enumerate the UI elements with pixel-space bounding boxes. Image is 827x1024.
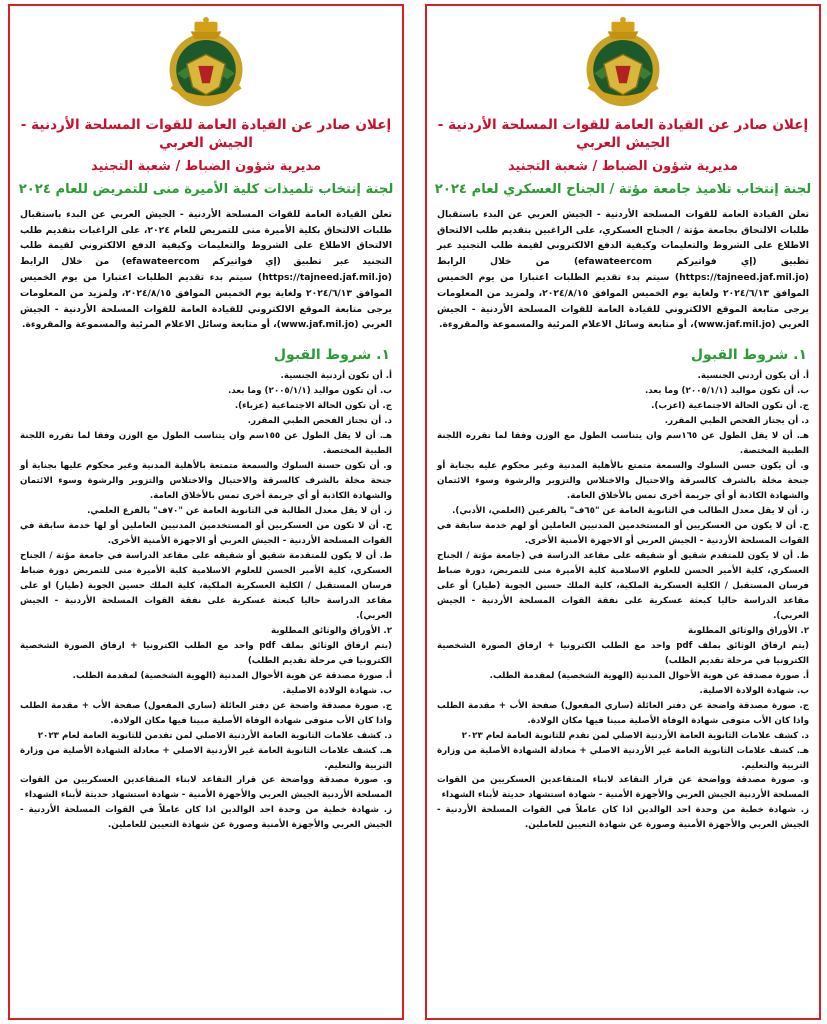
conditions-list (20, 369, 392, 833)
list-item: أ. أن يكون أردني الجنسية. (697, 371, 809, 382)
committee-title: لجنة إنتخاب تلميذات كلية الأميرة منى للتمريض للعام ٢٠٢٤ (18, 181, 394, 197)
list-item: ب. أن تكون مواليد (٢٠٠٥/١/١) وما بعد. (227, 386, 392, 397)
jaf-emblem-icon (575, 16, 671, 112)
list-item: ز. أن لا يقل معدل الطالب في الثانوية العامة عن "٦٥ف" بالفرعين (العلمي، الأدبي). (452, 506, 809, 517)
list-item: د. أن تجتاز الفحص الطبي المقرر. (247, 416, 392, 427)
list-item: أ. صورة مصدقة عن هوية الأحوال المدنية (الهوية الشخصية) لمقدمة الطلب. (489, 670, 809, 681)
list-item: ز. شهادة خطية من وحدة احد الوالدين اذا كان عاملاً في القوات المسلحة الأردنية - الجيش العربي والأجهزة الأمنية وصورة عن شهادة التعيين للعاملين. (20, 805, 392, 831)
section-title: ١. شروط القبول (273, 347, 390, 364)
list-item: ب. شهادة الولادة الاصلية. (699, 685, 809, 696)
list-item: هـ. كشف علامات الثانوية العامة غير الأردنية الاصلي + معادلة الشهادة الأصلية من وزارة التربية والتعليم. (437, 745, 809, 771)
intro-paragraph: تعلن القيادة العامة للقوات المسلحة الأردنية - الجيش العربي عن البدء باستقبال طلبات الالتحاق بجامعة مؤتة / الجناح العسكري، على الراغبين بتقديم طلب الالتحاق الاطلاع على الشروط والتعليمات وكيفية الدفع الالكتروني لقيمة طلب التجنيد عبر تطبيق (إي فواتيركم efawateercom) من خلال الرابط (https://tajneed.jaf.mil.jo) سيتم بدء تقديم الطلبات اعتبارا من يوم الخميس الموافق ٢٠٢٤/٦/١٣ ولغاية يوم الخميس الموافق ٢٠٢٤/٨/١٥، ولمزيد من المعلومات يرجى متابعة الموقع الالكتروني للقيادة العامة للقوات المسلحة الأردنية - الجيش العربي (www.jaf.mil.jo)، أو متابعة وسائل الاعلام المرئية والمسموعة والمقروءة. (437, 208, 810, 331)
intro-paragraph: تعلن القيادة العامة للقوات المسلحة الأردنية - الجيش العربي عن البدء باستقبال طلبات الالتحاق بكلية الأميرة منى للتمريض للعام ٢٠٢٤، على الراغبات بتقديم طلب الالتحاق الاطلاع على الشروط والتعليمات وكيفية الدفع الالكتروني لقيمة طلب التجنيد عبر تطبيق (إي فواتيركم efawateercom) من خلال الرابط (https://tajneed.jaf.mil.jo) سيتم بدء تقديم الطلبات اعتبارا من يوم الخميس الموافق ٢٠٢٤/٦/١٣ ولغاية يوم الخميس الموافق ٢٠٢٤/٨/١٥، ولمزيد من المعلومات يرجى متابعة الموقع الالكتروني للقيادة العامة للقوات المسلحة الأردنية - الجيش العربي (www.jaf.mil.jo)، أو متابعة وسائل الاعلام المرئية والمسموعة والمقروءة. (20, 208, 393, 331)
list-item: (يتم ارفاق الوثائق بملف pdf واحد مع الطلب الكترونيا + ارفاق الصورة الشخصية الكترونيا في مرحلة تقديم الطلب) (437, 640, 809, 666)
list-item: و. صورة مصدقة وواضحة عن قرار التقاعد لابناء المتقاعدين العسكريين من القوات المسلحة الأردنية الجيش العربي والأجهزة الأمنية - شهادة استشهاد حديثة لأبناء الشهداء (20, 775, 392, 801)
list-item: د. أن يجتاز الفحص الطبي المقرر. (664, 416, 809, 427)
list-item: هـ. أن لا يقل الطول عن ١٦٥سم وان يتناسب الطول مع الوزن وفقا لما تقرره اللجنة الطبية المختصة. (437, 431, 809, 457)
list-item: ٢. الأوراق والوثائق المطلوبة (270, 625, 392, 636)
announcement-nursing (8, 4, 404, 1020)
list-item: ب. شهادة الولادة الاصلية. (282, 685, 392, 696)
list-item: د. كشف علامات الثانوية العامة الأردنية الاصلي لمن تقدمن للثانوية العامة لعام ٢٠٢٣ (37, 730, 392, 741)
list-item: ج. أن تكون الحالة الاجتماعية (عزباء). (234, 401, 392, 412)
list-item: هـ. أن لا يقل الطول عن ١٥٥سم وان يتناسب الطول مع الوزن وفقا لما تقرره اللجنة الطبية المختصة. (20, 431, 392, 457)
list-item: و. صورة مصدقة وواضحة عن قرار التقاعد لابناء المتقاعدين العسكريين من القوات المسلحة الأردنية الجيش العربي والأجهزة الأمنية - شهادة استشهاد حديثة لأبناء الشهداء (437, 775, 809, 801)
list-item: (يتم ارفاق الوثائق بملف pdf واحد مع الطلب الكترونيا + ارفاق الصورة الشخصية الكترونيا في مرحلة تقديم الطلب) (20, 640, 392, 666)
list-item: هـ. كشف علامات الثانوية العامة غير الأردنية الاصلي + معادلة الشهادة الأصلية من وزارة التربية والتعليم. (20, 745, 392, 771)
list-item: ط. أن لا يكون للمتقدم شقيق أو شقيقه على مقاعد الدراسة في (جامعة مؤتة / الجناح العسكري، كلية الأمير الحسن للعلوم الاسلامية كلية الأميرة منى للتمريض، دورة ضباط فرسان المستقبل / الكلية العسكرية الملكية، كلية الملك حسين الجوية (طيار) أو على مقاعد الدراسة حاليا كبعثة عسكرية على نفقة القوات المسلحة الأردنية - الجيش العربي). (437, 550, 809, 621)
list-item: ج. صورة مصدقة واضحة عن دفتر العائلة (ساري المفعول) صفحة الأب + مقدمة الطلب واذا كان الأب متوفى شهادة الوفاة الأصلية مبينا فيها مكان الولادة. (20, 700, 392, 726)
section-title: ١. شروط القبول (690, 347, 807, 364)
list-item: أ. أن تكون أردنية الجنسية. (280, 371, 392, 382)
directorate-title: مديرية شؤون الضباط / شعبة التجنيد (90, 158, 322, 174)
list-item: و. أن تكون حسنة السلوك والسمعة متمتعة بالأهلية المدنية وغير محكوم عليها بجناية أو جنحة مخلة بالشرف كالسرقة والاحتيال والاختلاس والتزوير والرشوة وسوء الائتمان والشهادة الكاذبة أو أي جريمة أخرى تمس بالأخلاق العامة. (20, 461, 392, 502)
directorate-title: مديرية شؤون الضباط / شعبة التجنيد (507, 158, 739, 174)
list-item: ٢. الأوراق والوثائق المطلوبة (687, 625, 809, 636)
list-item: ط. أن لا يكون للمتقدمة شقيق أو شقيقه على مقاعد الدراسة في جامعة مؤتة / الجناح العسكري، كلية الأمير الحسن للعلوم الاسلامية كلية الأميرة منى للتمريض دورة ضباط فرسان المستقبل / الكلية العسكرية الملكية، كلية الملك حسين الجوية (طيار) او على مقاعد الدراسة حاليا كبعثة عسكرية على نفقة القوات المسلحة الأردنية - الجيش العربي). (20, 550, 392, 621)
list-item: ح. أن لا يكون من العسكريين أو المستخدمين المدنيين العاملين أو لهم خدمة سابقة في القوات المسلحة الأردنية - الجيش العربي أو الاجهزة الأمنية الأخرى. (437, 521, 809, 546)
list-item: أ. صورة مصدقة عن هوية الأحوال المدنية (الهوية الشخصية) لمقدمة الطلب. (72, 670, 392, 681)
jaf-emblem-icon (158, 16, 254, 112)
list-item: ز. أن لا يقل معدل الطالبة في الثانوية العامة عن "٧٠ف" بالفرع العلمي. (87, 506, 392, 517)
announcement-title: إعلان صادر عن القيادة العامة للقوات المسلحة الأردنية - الجيش العربي (437, 117, 809, 152)
announcement-mutah (425, 4, 821, 1020)
committee-title: لجنة إنتخاب تلاميذ جامعة مؤتة / الجناح العسكري لعام ٢٠٢٤ (434, 181, 812, 197)
list-item: ج. صورة مصدقة واضحة عن دفتر العائلة (ساري المفعول) صفحة الأب + مقدمة الطلب واذا كان الأب متوفى شهادة الوفاة الأصلية مبينا فيها مكان الولادة. (437, 700, 809, 726)
announcement-title: إعلان صادر عن القيادة العامة للقوات المسلحة الأردنية - الجيش العربي (20, 117, 392, 152)
list-item: د. كشف علامات الثانوية العامة الأردنية الاصلي لمن تقدم للثانوية العامة لعام ٢٠٢٣ (461, 730, 809, 741)
list-item: ح. أن لا تكون من العسكريين أو المستخدمين المدنيين العاملين أو لها خدمة سابقة في القوات المسلحة الأردنية - الجيش العربي أو الاجهزة الأمنية الأخرى. (20, 521, 392, 546)
list-item: ج. أن تكون الحالة الاجتماعية (اعزب). (651, 401, 809, 412)
list-item: ب. أن تكون مواليد (٢٠٠٥/١/١) وما بعد. (644, 386, 809, 397)
conditions-list (437, 369, 809, 833)
list-item: و. أن يكون حسن السلوك والسمعة متمتع بالأهلية المدنية وغير محكوم عليه بجناية أو جنحة مخلة بالشرف كالسرقة والاحتيال والاختلاس والتزوير والرشوة وسوء الائتمان والشهادة الكاذبة أو أي جريمة أخرى تمس بالأخلاق العامة. (437, 461, 809, 502)
list-item: ز. شهادة خطية من وحدة احد الوالدين اذا كان عاملاً في القوات المسلحة الأردنية - الجيش العربي والأجهزة الأمنية وصورة عن شهادة التعيين للعاملين. (437, 805, 809, 831)
